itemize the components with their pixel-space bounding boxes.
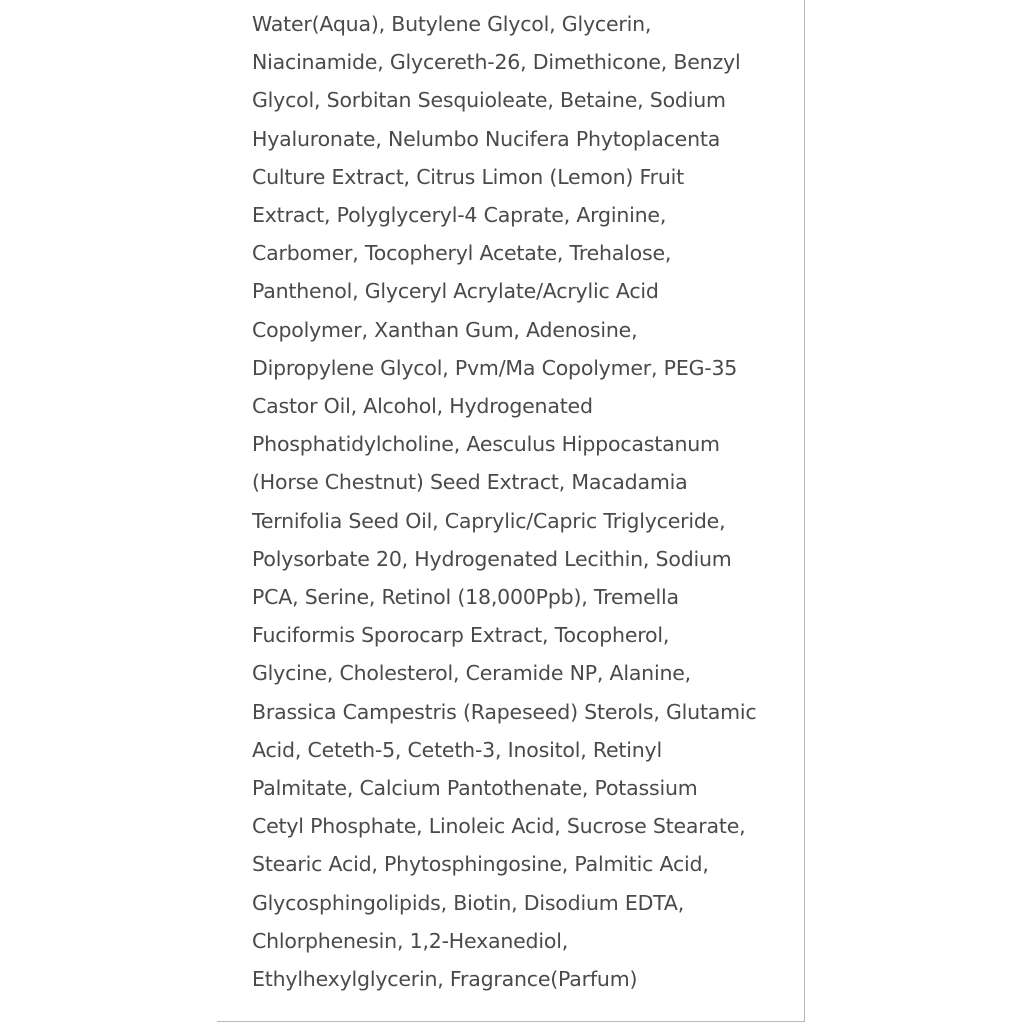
ingredient-line: Glycol, Sorbitan Sesquioleate, Betaine, Sodium bbox=[252, 88, 726, 113]
ingredient-line: Hyaluronate, Nelumbo Nucifera Phytoplacenta bbox=[252, 126, 721, 151]
ingredient-line: Cetyl Phosphate, Linoleic Acid, Sucrose Stearate, bbox=[252, 814, 746, 839]
ingredient-line: Water(Aqua), Butylene Glycol, Glycerin, bbox=[252, 12, 652, 36]
ingredient-line: PCA, Serine, Retinol (18,000Ppb), Tremella bbox=[252, 585, 679, 610]
ingredient-line: Brassica Campestris (Rapeseed) Sterols, Glutamic bbox=[252, 699, 757, 724]
ingredients-list bbox=[252, 5, 792, 998]
ingredient-line: Fuciformis Sporocarp Extract, Tocopherol, bbox=[252, 623, 670, 648]
ingredient-line: Ternifolia Seed Oil, Caprylic/Capric Triglyceride, bbox=[252, 508, 726, 533]
ingredient-line: Palmitate, Calcium Pantothenate, Potassium bbox=[252, 776, 698, 801]
ingredient-line: Carbomer, Tocopheryl Acetate, Trehalose, bbox=[252, 241, 672, 266]
ingredient-line: Ethylhexylglycerin, Fragrance(Parfum) bbox=[252, 967, 638, 992]
ingredient-line: Stearic Acid, Phytosphingosine, Palmitic Acid, bbox=[252, 852, 709, 877]
ingredient-line: Acid, Ceteth-5, Ceteth-3, Inositol, Retinyl bbox=[252, 737, 662, 762]
ingredient-line: Niacinamide, Glycereth-26, Dimethicone, Benzyl bbox=[252, 50, 741, 75]
ingredient-line: (Horse Chestnut) Seed Extract, Macadamia bbox=[252, 470, 688, 495]
ingredient-line: Culture Extract, Citrus Limon (Lemon) Fruit bbox=[252, 164, 684, 189]
ingredient-line: Glycine, Cholesterol, Ceramide NP, Alanine, bbox=[252, 661, 691, 686]
ingredient-line: Polysorbate 20, Hydrogenated Lecithin, Sodium bbox=[252, 546, 732, 571]
ingredient-line: Extract, Polyglyceryl-4 Caprate, Arginine, bbox=[252, 203, 667, 228]
ingredient-line: Copolymer, Xanthan Gum, Adenosine, bbox=[252, 317, 638, 342]
ingredient-line: Castor Oil, Alcohol, Hydrogenated bbox=[252, 394, 593, 419]
ingredient-line: Phosphatidylcholine, Aesculus Hippocastanum bbox=[252, 432, 720, 457]
ingredient-line: Chlorphenesin, 1,2-Hexanediol, bbox=[252, 928, 569, 953]
ingredient-line: Panthenol, Glyceryl Acrylate/Acrylic Acid bbox=[252, 279, 659, 304]
ingredient-line: Dipropylene Glycol, Pvm/Ma Copolymer, PEG-35 bbox=[252, 355, 738, 380]
ingredient-line: Glycosphingolipids, Biotin, Disodium EDTA, bbox=[252, 890, 685, 915]
